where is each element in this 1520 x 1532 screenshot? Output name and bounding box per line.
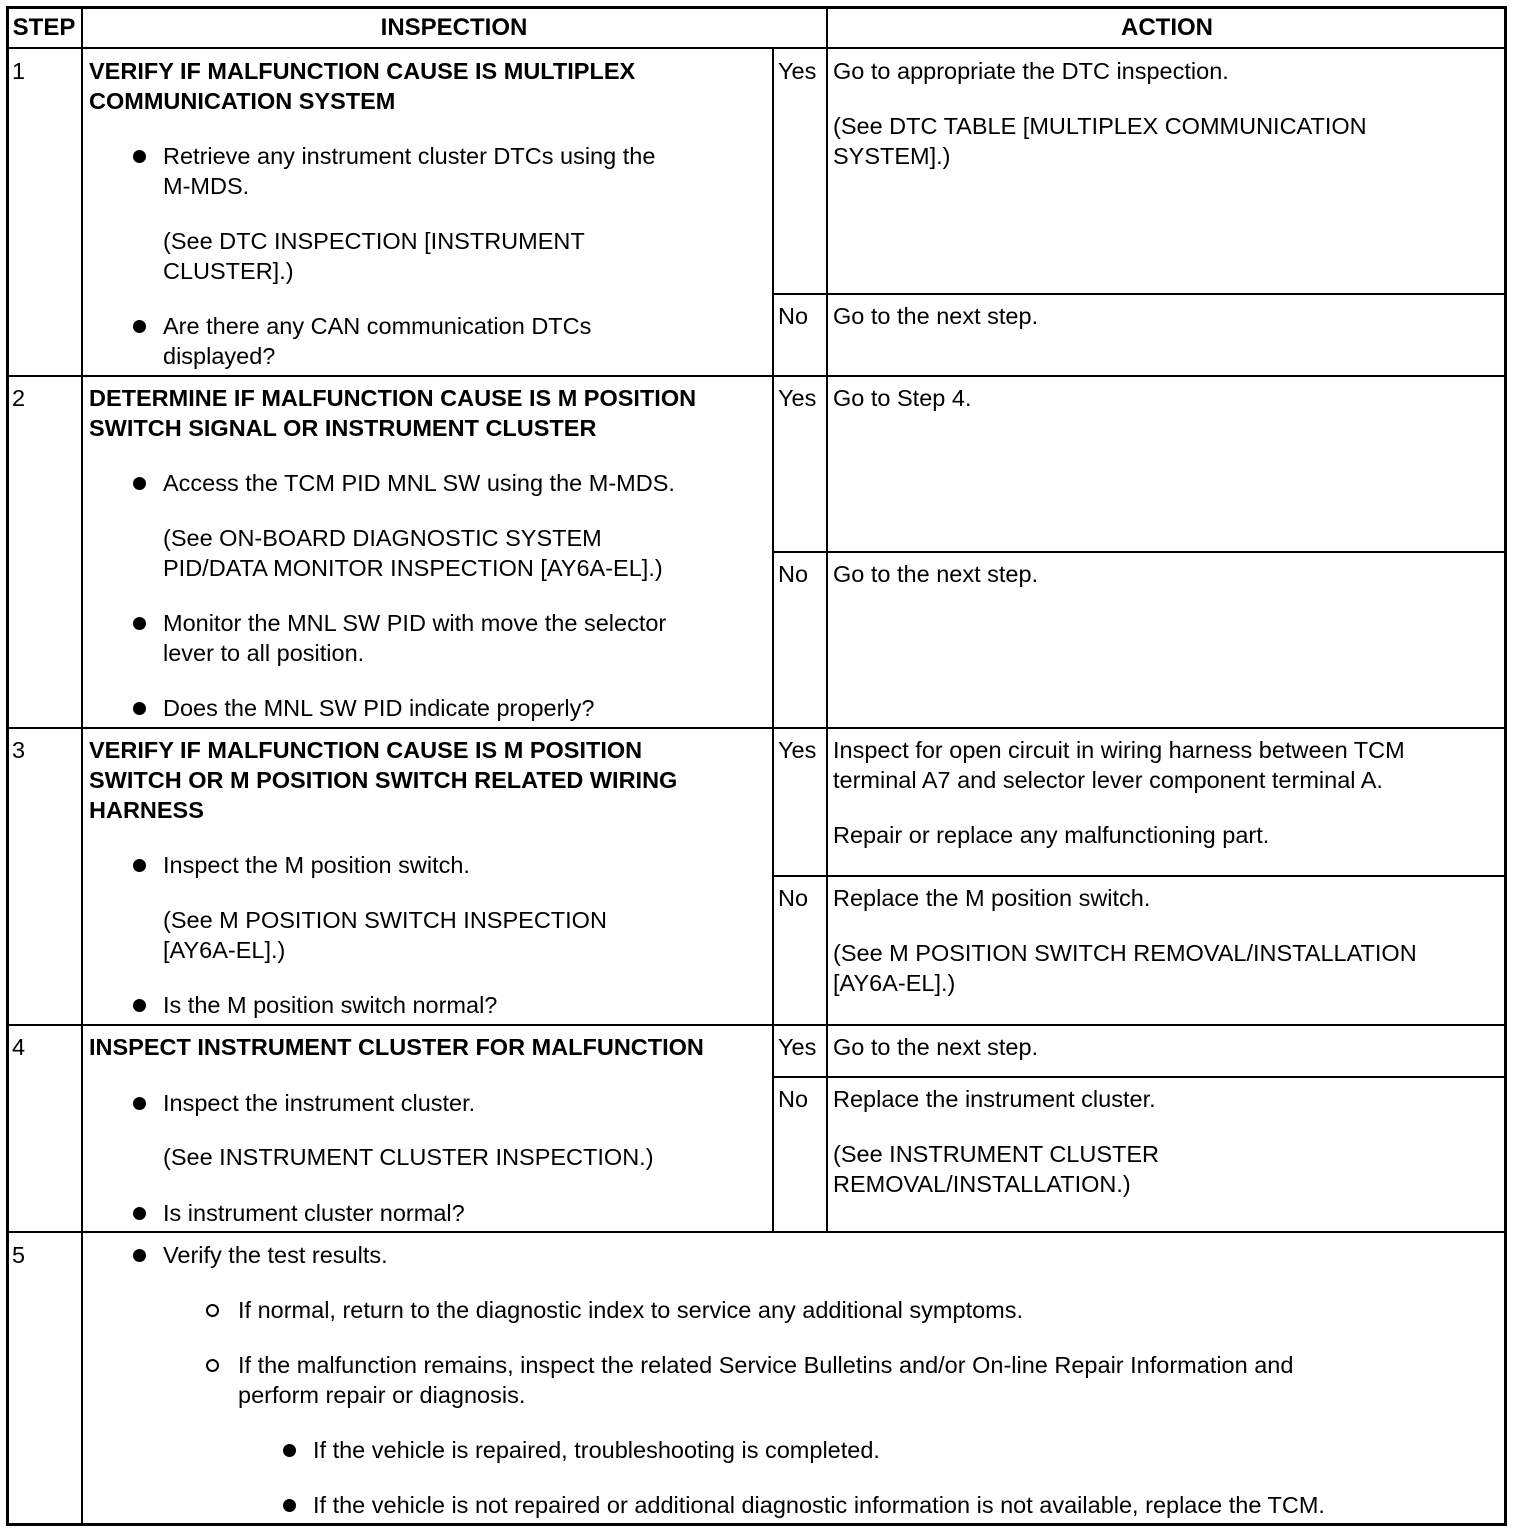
- header-inspection: INSPECTION: [380, 14, 528, 41]
- step-title: COMMUNICATION SYSTEM: [89, 88, 396, 114]
- yes-label: Yes: [778, 1034, 817, 1060]
- row-divider-2: [6, 727, 1507, 729]
- inspection-item: Is instrument cluster normal?: [163, 1200, 465, 1226]
- yes-label: Yes: [778, 58, 817, 84]
- col-divider-step: [81, 6, 83, 1526]
- bullet-icon: [133, 150, 146, 163]
- result-item: perform repair or diagnosis.: [238, 1382, 526, 1408]
- inspection-item: Is the M position switch normal?: [163, 992, 498, 1018]
- action-text: terminal A7 and selector lever component terminal A.: [833, 767, 1383, 793]
- bullet-icon: [133, 477, 146, 490]
- result-item: If normal, return to the diagnostic index to service any additional symptoms.: [238, 1297, 1024, 1323]
- circle-bullet-icon: [206, 1359, 219, 1372]
- row-divider-4: [6, 1231, 1507, 1233]
- bullet-icon: [133, 859, 146, 872]
- bullet-icon: [283, 1499, 296, 1512]
- bullet-icon: [283, 1444, 296, 1457]
- step-number: 2: [12, 385, 26, 411]
- step-number: 1: [12, 58, 26, 84]
- result-item: If the malfunction remains, inspect the related Service Bulletins and/or On-line Repair Information and: [238, 1352, 1294, 1378]
- circle-bullet-icon: [206, 1304, 219, 1317]
- yesno-divider-2: [772, 551, 1507, 553]
- step-title: SWITCH SIGNAL OR INSTRUMENT CLUSTER: [89, 415, 597, 441]
- no-label: No: [778, 303, 809, 329]
- col-divider-yesno: [772, 48, 774, 1233]
- inspection-item: Access the TCM PID MNL SW using the M-MDS.: [163, 470, 675, 496]
- bullet-icon: [133, 1249, 146, 1262]
- bullet-icon: [133, 617, 146, 630]
- no-label: No: [778, 1086, 809, 1112]
- col-divider-action: [826, 48, 828, 1233]
- header-step: STEP: [12, 14, 76, 41]
- action-text: Go to the next step.: [833, 303, 1039, 329]
- no-label: No: [778, 885, 809, 911]
- inspection-item: Monitor the MNL SW PID with move the selector: [163, 610, 667, 636]
- step-title: INSPECT INSTRUMENT CLUSTER FOR MALFUNCTION: [89, 1034, 704, 1060]
- row-divider-1: [6, 375, 1507, 377]
- inspection-item: displayed?: [163, 343, 276, 369]
- verify-text: Verify the test results.: [163, 1242, 388, 1268]
- inspection-reference: CLUSTER].): [163, 258, 294, 284]
- inspection-reference: [AY6A-EL].): [163, 937, 286, 963]
- action-text: Repair or replace any malfunctioning part.: [833, 822, 1270, 848]
- inspection-item: Inspect the M position switch.: [163, 852, 470, 878]
- inspection-item: Are there any CAN communication DTCs: [163, 313, 592, 339]
- yes-label: Yes: [778, 737, 817, 763]
- step-number: 4: [12, 1034, 26, 1060]
- inspection-reference: (See INSTRUMENT CLUSTER INSPECTION.): [163, 1144, 654, 1170]
- bullet-icon: [133, 1207, 146, 1220]
- action-reference: (See DTC TABLE [MULTIPLEX COMMUNICATION: [833, 113, 1367, 139]
- bullet-icon: [133, 999, 146, 1012]
- bullet-icon: [133, 1097, 146, 1110]
- no-label: No: [778, 561, 809, 587]
- yesno-divider-3: [772, 875, 1507, 877]
- action-text: Go to the next step.: [833, 1034, 1039, 1060]
- result-subitem: If the vehicle is not repaired or additional diagnostic information is not available, replace the TCM.: [313, 1492, 1325, 1518]
- header-action: ACTION: [1121, 14, 1213, 41]
- result-subitem: If the vehicle is repaired, troubleshooting is completed.: [313, 1437, 880, 1463]
- inspection-item: lever to all position.: [163, 640, 365, 666]
- action-reference: REMOVAL/INSTALLATION.): [833, 1171, 1131, 1197]
- step-title: VERIFY IF MALFUNCTION CAUSE IS M POSITION: [89, 737, 643, 763]
- step-number: 5: [12, 1242, 26, 1268]
- step-title: SWITCH OR M POSITION SWITCH RELATED WIRING: [89, 767, 678, 793]
- action-reference: (See INSTRUMENT CLUSTER: [833, 1141, 1160, 1167]
- step-title: HARNESS: [89, 797, 204, 823]
- action-reference: (See M POSITION SWITCH REMOVAL/INSTALLATION: [833, 940, 1417, 966]
- bullet-icon: [133, 320, 146, 333]
- inspection-item: Does the MNL SW PID indicate properly?: [163, 695, 595, 721]
- action-reference: SYSTEM].): [833, 143, 951, 169]
- row-divider-3: [6, 1024, 1507, 1026]
- inspection-item: Retrieve any instrument cluster DTCs using the: [163, 143, 656, 169]
- action-text: Go to appropriate the DTC inspection.: [833, 58, 1229, 84]
- bullet-icon: [133, 702, 146, 715]
- yes-label: Yes: [778, 385, 817, 411]
- action-text: Go to Step 4.: [833, 385, 972, 411]
- inspection-item: Inspect the instrument cluster.: [163, 1090, 476, 1116]
- inspection-reference: (See ON-BOARD DIAGNOSTIC SYSTEM: [163, 525, 602, 551]
- step-number: 3: [12, 737, 26, 763]
- action-text: Replace the M position switch.: [833, 885, 1151, 911]
- yesno-divider-1: [772, 293, 1507, 295]
- inspection-reference: (See M POSITION SWITCH INSPECTION: [163, 907, 607, 933]
- action-text: Inspect for open circuit in wiring harness between TCM: [833, 737, 1405, 763]
- action-text: Go to the next step.: [833, 561, 1039, 587]
- inspection-reference: (See DTC INSPECTION [INSTRUMENT: [163, 228, 585, 254]
- step-title: DETERMINE IF MALFUNCTION CAUSE IS M POSITION: [89, 385, 697, 411]
- action-reference: [AY6A-EL].): [833, 970, 956, 996]
- inspection-item: M-MDS.: [163, 173, 250, 199]
- action-text: Replace the instrument cluster.: [833, 1086, 1156, 1112]
- header-divider: [6, 47, 1507, 49]
- yesno-divider-4: [772, 1076, 1507, 1078]
- step-title: VERIFY IF MALFUNCTION CAUSE IS MULTIPLEX: [89, 58, 636, 84]
- inspection-reference: PID/DATA MONITOR INSPECTION [AY6A-EL].): [163, 555, 663, 581]
